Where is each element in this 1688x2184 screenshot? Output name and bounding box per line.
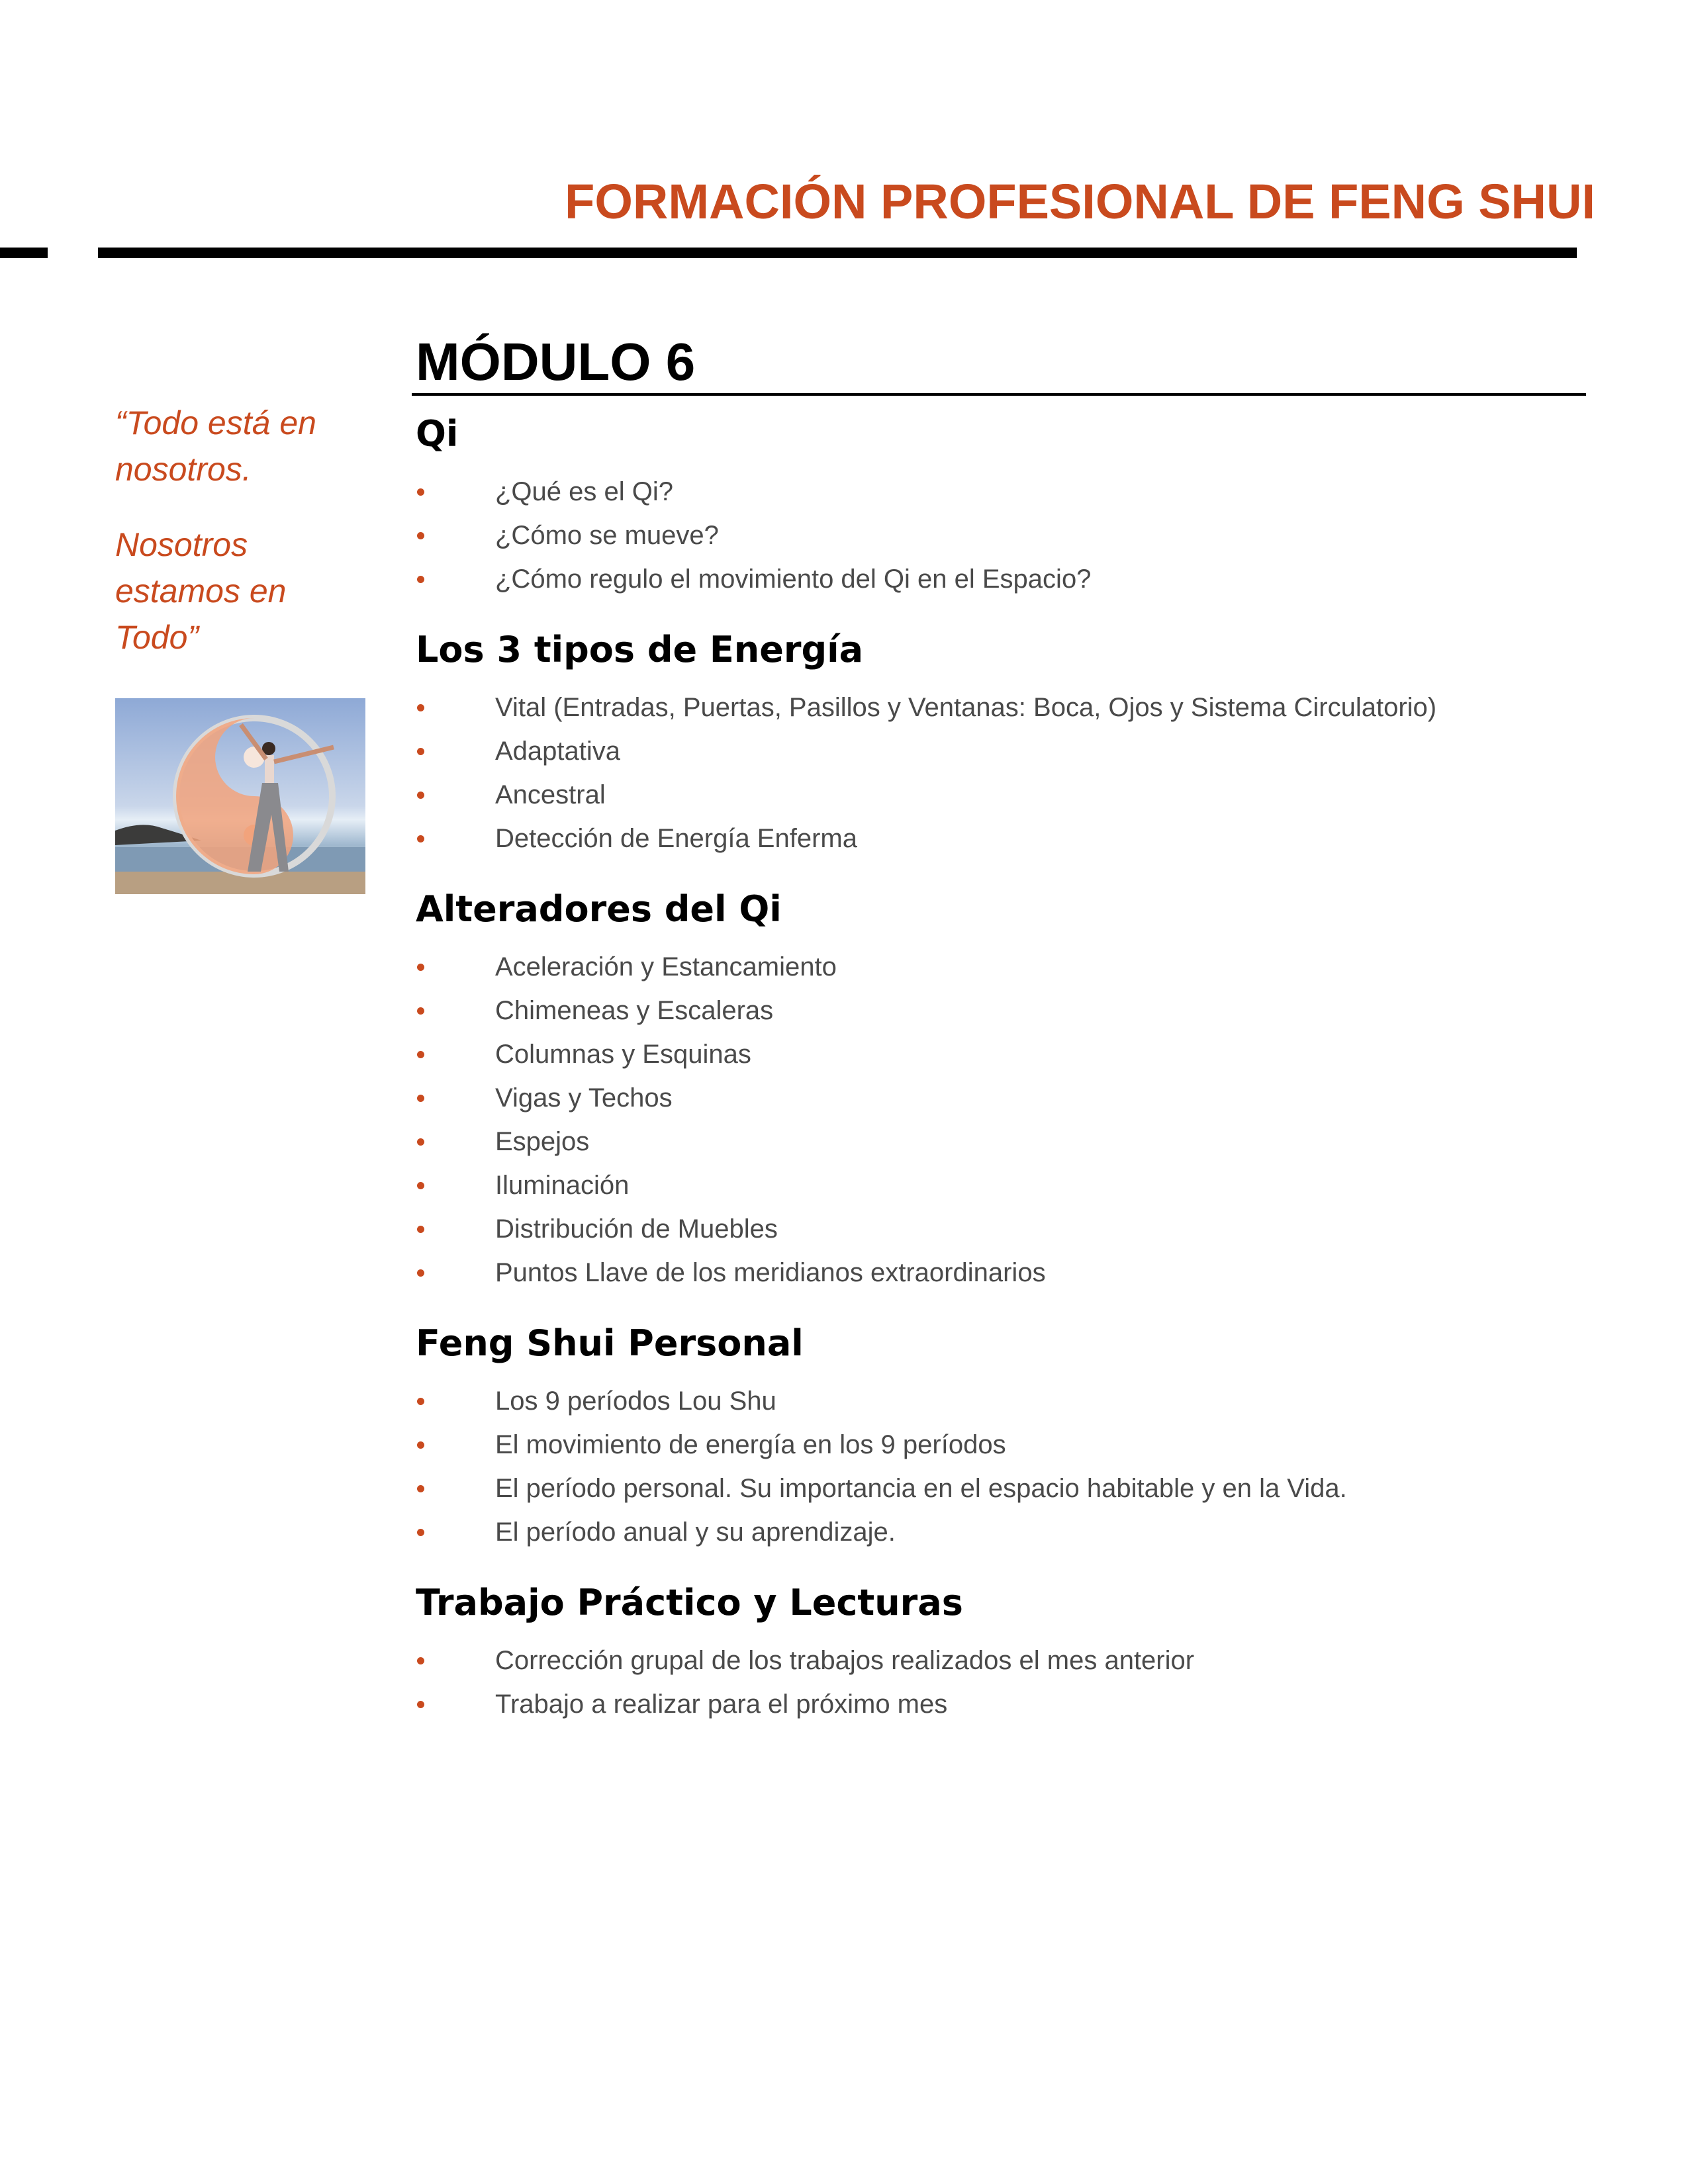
sidebar-quote-line-2: Nosotros estamos en Todo”: [115, 526, 287, 656]
list-item-text: Distribución de Muebles: [495, 1214, 778, 1244]
list-item-text: El período personal. Su importancia en el espacio habitable y en la Vida.: [495, 1474, 1347, 1503]
list-item-text: Chimeneas y Escaleras: [495, 996, 774, 1025]
bullet-dot-icon: [417, 748, 424, 755]
list-item-text: Puntos Llave de los meridianos extraordinarios: [495, 1258, 1046, 1287]
list-item: [416, 1251, 1582, 1295]
bullet-dot-icon: [417, 964, 424, 971]
list-item-text: Trabajo a realizar para el próximo mes: [495, 1690, 948, 1719]
bullet-list: [416, 1379, 1582, 1554]
list-item-text: Vital (Entradas, Puertas, Pasillos y Ventanas: Boca, Ojos y Sistema Circulatorio): [495, 693, 1437, 722]
list-item-text: Vigas y Techos: [495, 1083, 673, 1113]
list-item: [416, 989, 1582, 1032]
list-item: [416, 514, 1582, 557]
list-item-text: El movimiento de energía en los 9 períodos: [495, 1430, 1006, 1459]
list-item: [416, 1467, 1582, 1510]
section-personal-feng-shui: [416, 1322, 1582, 1554]
section-heading: Trabajo Práctico y Lecturas: [416, 1582, 963, 1623]
list-item: [416, 470, 1582, 514]
section-practical-work: [416, 1582, 1582, 1726]
list-item: [416, 1639, 1582, 1682]
section-heading: Feng Shui Personal: [416, 1322, 804, 1364]
bullet-list: [416, 945, 1582, 1295]
bullet-dot-icon: [417, 704, 424, 711]
header-rule-left: [0, 248, 48, 258]
module-title-rule: [412, 393, 1586, 396]
bullet-dot-icon: [417, 1657, 424, 1664]
bullet-dot-icon: [417, 1051, 424, 1058]
sidebar: [115, 400, 367, 690]
bullet-dot-icon: [417, 1226, 424, 1233]
list-item-text: Detección de Energía Enferma: [495, 824, 857, 853]
list-item-text: Ancestral: [495, 780, 606, 809]
list-item-text: Adaptativa: [495, 737, 621, 766]
list-item-text: El período anual y su aprendizaje.: [495, 1518, 896, 1547]
list-item-text: ¿Cómo regulo el movimiento del Qi en el Espacio?: [495, 565, 1092, 594]
bullet-list: [416, 1639, 1582, 1726]
bullet-dot-icon: [417, 1138, 424, 1146]
list-item: [416, 1076, 1582, 1120]
list-item-text: ¿Qué es el Qi?: [495, 477, 674, 506]
list-item: [416, 1032, 1582, 1076]
list-item: [416, 773, 1582, 817]
bullet-dot-icon: [417, 1269, 424, 1277]
module-content: [416, 331, 1582, 1754]
list-item: [416, 1163, 1582, 1207]
bullet-dot-icon: [417, 488, 424, 496]
bullet-dot-icon: [417, 1529, 424, 1536]
section-qi-alterators: [416, 888, 1582, 1295]
bullet-dot-icon: [417, 1398, 424, 1405]
list-item: [416, 1120, 1582, 1163]
bullet-dot-icon: [417, 1007, 424, 1015]
section-heading: Qi: [416, 413, 459, 455]
list-item-text: Aceleración y Estancamiento: [495, 952, 837, 981]
list-item-text: Corrección grupal de los trabajos realizados el mes anterior: [495, 1646, 1195, 1675]
list-item: [416, 1510, 1582, 1554]
sidebar-quote-line-1: “Todo está en nosotros.: [115, 404, 316, 488]
list-item: [416, 1682, 1582, 1726]
list-item-text: Espejos: [495, 1127, 590, 1156]
header-rule: [98, 248, 1577, 258]
list-item: [416, 945, 1582, 989]
bullet-dot-icon: [417, 1485, 424, 1492]
list-item-text: Iluminación: [495, 1171, 630, 1200]
module-title: MÓDULO 6: [416, 332, 696, 391]
document-header-title: FORMACIÓN PROFESIONAL DE FENG SHUI: [565, 174, 1595, 229]
list-item: [416, 817, 1582, 860]
bullet-list: [416, 686, 1582, 860]
bullet-dot-icon: [417, 792, 424, 799]
bullet-dot-icon: [417, 576, 424, 583]
list-item: [416, 1423, 1582, 1467]
bullet-list: [416, 470, 1582, 601]
list-item-text: ¿Cómo se mueve?: [495, 521, 719, 550]
bullet-dot-icon: [417, 1701, 424, 1708]
list-item: [416, 1207, 1582, 1251]
bullet-dot-icon: [417, 1182, 424, 1189]
section-heading: Alteradores del Qi: [416, 888, 782, 930]
list-item-text: Los 9 períodos Lou Shu: [495, 1387, 776, 1416]
meditation-photo: [115, 698, 365, 894]
bullet-dot-icon: [417, 532, 424, 539]
section-qi: [416, 413, 1582, 601]
list-item: [416, 557, 1582, 601]
section-energy-types: [416, 629, 1582, 860]
list-item: [416, 1379, 1582, 1423]
list-item: [416, 729, 1582, 773]
bullet-dot-icon: [417, 1441, 424, 1449]
section-heading: Los 3 tipos de Energía: [416, 629, 864, 670]
bullet-dot-icon: [417, 1095, 424, 1102]
list-item: [416, 686, 1582, 729]
list-item-text: Columnas y Esquinas: [495, 1040, 751, 1069]
bullet-dot-icon: [417, 835, 424, 842]
